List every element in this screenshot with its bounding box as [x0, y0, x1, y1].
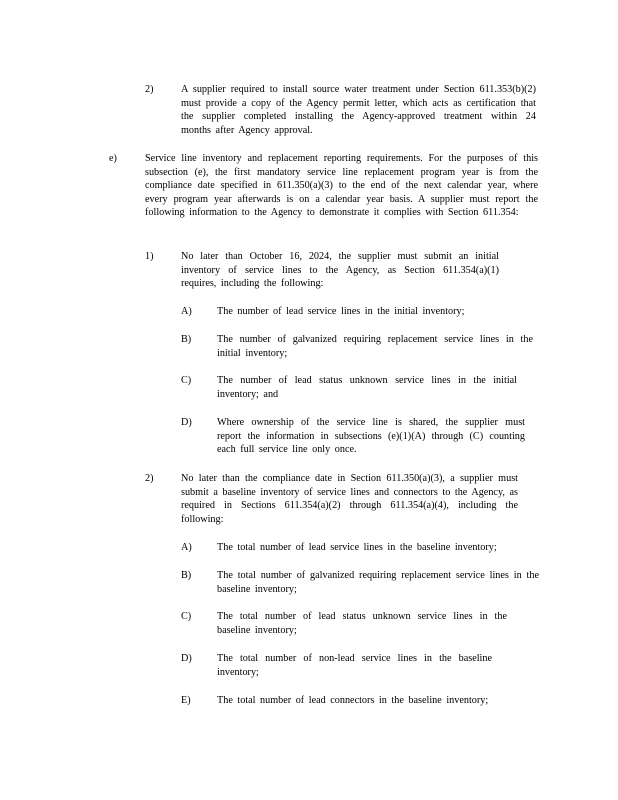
subitem-text-block [217, 652, 492, 679]
subitem-marker: D) [181, 653, 192, 664]
subsection-marker: e) [109, 153, 117, 164]
subitem-marker: A) [181, 306, 192, 317]
subitem-text-block [217, 416, 525, 457]
subitem-text-block [217, 610, 507, 637]
item-marker: 2) [145, 84, 154, 95]
subitem-text: The total number of lead service lines in the baseline inventory; [217, 542, 497, 553]
subitem-text: The number of galvanized requiring replacement service lines in the initial inventory; [217, 334, 533, 359]
paragraph-baseline-inventory [181, 472, 518, 526]
subitem-text-block [217, 333, 533, 360]
subitem-marker: B) [181, 334, 192, 345]
subitem-marker: D) [181, 417, 192, 428]
subitem-text-block [217, 694, 537, 708]
item-marker: 1) [145, 251, 154, 262]
subitem-text: The number of lead service lines in the initial inventory; [217, 306, 465, 317]
subitem-text: Where ownership of the service line is shared, the supplier must report the information in subsections (e)(1)(A) through (C) counting each full service line only once. [217, 417, 525, 456]
subitem-marker: C) [181, 375, 192, 386]
subitem-text-block [217, 541, 547, 555]
paragraph-source-water-treatment [181, 83, 536, 137]
paragraph-text: No later than October 16, 2024, the supplier must submit an initial inventory of service lines to the Agency, as Section 611.354(a)(1) requires, including the following: [181, 251, 499, 290]
subitem-text: The total number of lead connectors in the baseline inventory; [217, 695, 489, 706]
subitem-text: The total number of lead status unknown service lines in the baseline inventory; [217, 611, 507, 636]
subitem-marker: A) [181, 542, 192, 553]
paragraph-text: Service line inventory and replacement reporting requirements. For the purposes of this subsection (e), the first mandatory service line replacement program year is from the compliance date specified in 611.350(a)(3) to the end of the next calendar year, where every program year afterwards is on a calendar year basis. A supplier must report the following information to the Agency to demonstrate it complies with Section 611.354: [145, 153, 538, 219]
subitem-marker: C) [181, 611, 192, 622]
paragraph-initial-inventory [181, 250, 499, 291]
subitem-text-block [217, 374, 517, 401]
subitem-text-block [217, 305, 537, 319]
paragraph-text: A supplier required to install source water treatment under Section 611.353(b)(2) must provide a copy of the Agency permit letter, which acts as certification that the supplier completed installing the Agency-approved treatment within 24 months after Agency approval. [181, 84, 536, 136]
subitem-text: The total number of galvanized requiring replacement service lines in the baseline inventory; [217, 570, 539, 595]
subitem-text: The number of lead status unknown service lines in the initial inventory; and [217, 375, 517, 400]
subitem-text: The total number of non-lead service lines in the baseline inventory; [217, 653, 492, 678]
subitem-marker: E) [181, 695, 191, 706]
subitem-marker: B) [181, 570, 192, 581]
paragraph-service-line-inventory [145, 152, 538, 220]
subitem-text-block [217, 569, 539, 596]
item-marker: 2) [145, 473, 154, 484]
paragraph-text: No later than the compliance date in Section 611.350(a)(3), a supplier must submit a baseline inventory of service lines and connectors to the Agency, as required in Sections 611.354(a)(2) through 611.354(a)(4), including the following: [181, 473, 518, 525]
